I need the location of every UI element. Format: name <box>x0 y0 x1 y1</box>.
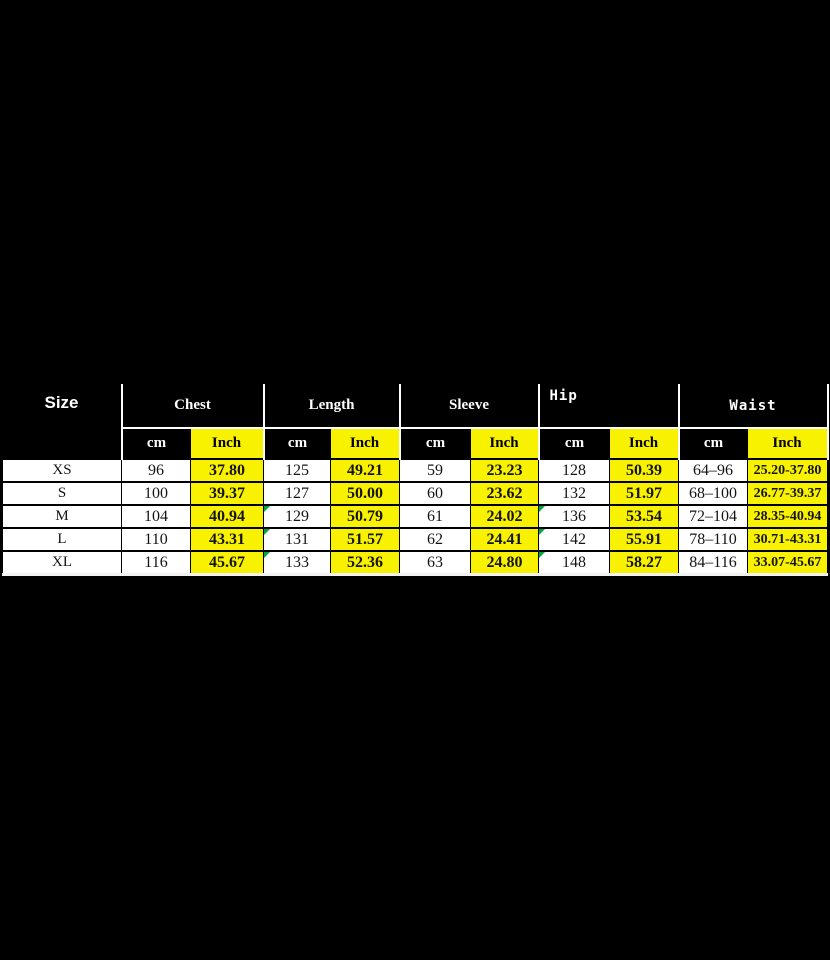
cell-xs-waist-cm <box>679 459 748 482</box>
cell-value: 26.77-39.37 <box>753 485 822 501</box>
cell-value: 63 <box>427 553 443 571</box>
table-row-s <box>3 482 828 505</box>
subheader-length-cm: cm <box>264 428 331 459</box>
size-chart-table <box>2 384 829 576</box>
cell-s-length-inch <box>331 482 400 505</box>
cell-value: 104 <box>144 507 168 525</box>
cell-value: L <box>57 531 67 547</box>
green-triangle-marker <box>264 529 270 535</box>
cell-value: 136 <box>562 507 586 525</box>
cell-s-sleeve-cm <box>400 482 471 505</box>
cell-value: 62 <box>427 530 443 548</box>
cell-value: 30.71-43.31 <box>753 531 822 547</box>
subheader-hip-cm: cm <box>539 428 610 459</box>
cell-value: 59 <box>427 461 443 479</box>
cell-l-waist-cm <box>679 528 748 551</box>
cell-m-length-cm <box>264 505 331 528</box>
cell-value: 43.31 <box>209 530 245 548</box>
cell-value: 24.02 <box>486 507 523 525</box>
cell-l-length-cm <box>264 528 331 551</box>
cell-value: 116 <box>144 553 168 571</box>
cell-s-waist-inch <box>748 482 828 505</box>
cell-value: 23.62 <box>486 484 523 502</box>
cell-m-size <box>3 505 122 528</box>
cell-value: 25.20-37.80 <box>753 462 822 478</box>
cell-value: 78–110 <box>689 530 737 548</box>
header-size: Size <box>3 384 122 459</box>
cell-value: 53.54 <box>626 507 662 525</box>
cell-m-chest-inch <box>191 505 264 528</box>
cell-l-sleeve-inch <box>471 528 539 551</box>
cell-value: 96 <box>148 461 164 479</box>
cell-m-hip-inch <box>610 505 679 528</box>
cell-value: 133 <box>285 553 309 571</box>
cell-value: 24.80 <box>486 553 523 571</box>
cell-xl-chest-inch <box>191 551 264 575</box>
cell-value: 72–104 <box>689 507 737 525</box>
cell-value: S <box>57 485 67 501</box>
size-table <box>2 384 829 576</box>
cell-xl-chest-cm <box>122 551 191 575</box>
cell-xl-waist-cm <box>679 551 748 575</box>
cell-m-sleeve-cm <box>400 505 471 528</box>
header-length: Length <box>264 384 400 428</box>
green-triangle-marker <box>539 529 545 535</box>
cell-value: 84–116 <box>689 553 737 571</box>
cell-xs-length-cm <box>264 459 331 482</box>
cell-value: 52.36 <box>347 553 383 571</box>
cell-value: 128 <box>562 461 586 479</box>
cell-value: 50.39 <box>626 461 662 479</box>
green-triangle-marker <box>264 552 270 558</box>
cell-xl-size <box>3 551 122 575</box>
cell-value: 49.21 <box>347 461 383 479</box>
cell-s-sleeve-inch <box>471 482 539 505</box>
cell-s-size <box>3 482 122 505</box>
table-row-l <box>3 528 828 551</box>
cell-value: M <box>55 508 69 524</box>
cell-xs-chest-cm <box>122 459 191 482</box>
cell-value: XL <box>52 554 72 570</box>
cell-xl-sleeve-inch <box>471 551 539 575</box>
cell-xs-sleeve-inch <box>471 459 539 482</box>
cell-xs-waist-inch <box>748 459 828 482</box>
cell-value: 148 <box>562 553 586 571</box>
cell-xl-length-inch <box>331 551 400 575</box>
size-chart <box>2 384 829 576</box>
subheader-waist-inch: Inch <box>748 428 828 459</box>
cell-s-chest-inch <box>191 482 264 505</box>
cell-xl-length-cm <box>264 551 331 575</box>
cell-l-hip-cm <box>539 528 610 551</box>
cell-value: 110 <box>144 530 168 548</box>
cell-xl-waist-inch <box>748 551 828 575</box>
cell-xl-hip-inch <box>610 551 679 575</box>
cell-value: 68–100 <box>689 484 737 502</box>
cell-xs-hip-cm <box>539 459 610 482</box>
cell-l-sleeve-cm <box>400 528 471 551</box>
cell-m-waist-inch <box>748 505 828 528</box>
subheader-chest-cm: cm <box>122 428 191 459</box>
cell-value: 64–96 <box>693 461 733 479</box>
cell-l-waist-inch <box>748 528 828 551</box>
subheader-hip-inch: Inch <box>610 428 679 459</box>
cell-xl-sleeve-cm <box>400 551 471 575</box>
cell-value: 60 <box>427 484 443 502</box>
cell-s-chest-cm <box>122 482 191 505</box>
header-waist: Waist <box>679 384 828 428</box>
cell-l-length-inch <box>331 528 400 551</box>
cell-value: 51.57 <box>347 530 383 548</box>
header-sleeve: Sleeve <box>400 384 539 428</box>
cell-m-chest-cm <box>122 505 191 528</box>
cell-xl-hip-cm <box>539 551 610 575</box>
cell-xs-chest-inch <box>191 459 264 482</box>
cell-l-hip-inch <box>610 528 679 551</box>
cell-value: 28.35-40.94 <box>753 508 822 524</box>
cell-l-chest-inch <box>191 528 264 551</box>
header-hip: Hip <box>539 384 679 428</box>
cell-m-waist-cm <box>679 505 748 528</box>
cell-value: 55.91 <box>626 530 662 548</box>
subheader-length-inch: Inch <box>331 428 400 459</box>
cell-value: 125 <box>285 461 309 479</box>
cell-value: 127 <box>285 484 309 502</box>
cell-value: 24.41 <box>486 530 523 548</box>
cell-value: 23.23 <box>486 461 523 479</box>
table-row-xl <box>3 551 828 575</box>
cell-xs-hip-inch <box>610 459 679 482</box>
cell-xs-length-inch <box>331 459 400 482</box>
cell-value: 129 <box>285 507 309 525</box>
cell-m-hip-cm <box>539 505 610 528</box>
cell-value: 39.37 <box>209 484 245 502</box>
table-row-xs <box>3 459 828 482</box>
cell-value: XS <box>52 462 72 478</box>
green-triangle-marker <box>264 506 270 512</box>
cell-value: 40.94 <box>209 507 245 525</box>
cell-s-waist-cm <box>679 482 748 505</box>
cell-value: 142 <box>562 530 586 548</box>
subheader-chest-inch: Inch <box>191 428 264 459</box>
green-triangle-marker <box>539 506 545 512</box>
cell-value: 33.07-45.67 <box>753 554 822 570</box>
green-triangle-marker <box>539 552 545 558</box>
cell-s-hip-cm <box>539 482 610 505</box>
cell-value: 50.79 <box>347 507 383 525</box>
cell-value: 100 <box>144 484 168 502</box>
cell-value: 50.00 <box>347 484 383 502</box>
cell-m-sleeve-inch <box>471 505 539 528</box>
cell-value: 51.97 <box>626 484 662 502</box>
cell-value: 45.67 <box>209 553 245 571</box>
subheader-sleeve-cm: cm <box>400 428 471 459</box>
cell-l-size <box>3 528 122 551</box>
cell-value: 131 <box>285 530 309 548</box>
cell-xs-sleeve-cm <box>400 459 471 482</box>
cell-value: 37.80 <box>209 461 245 479</box>
cell-l-chest-cm <box>122 528 191 551</box>
table-row-m <box>3 505 828 528</box>
subheader-waist-cm: cm <box>679 428 748 459</box>
subheader-sleeve-inch: Inch <box>471 428 539 459</box>
cell-m-length-inch <box>331 505 400 528</box>
cell-value: 58.27 <box>626 553 662 571</box>
cell-value: 61 <box>427 507 443 525</box>
cell-s-hip-inch <box>610 482 679 505</box>
header-chest: Chest <box>122 384 264 428</box>
cell-value: 132 <box>562 484 586 502</box>
cell-xs-size <box>3 459 122 482</box>
cell-s-length-cm <box>264 482 331 505</box>
